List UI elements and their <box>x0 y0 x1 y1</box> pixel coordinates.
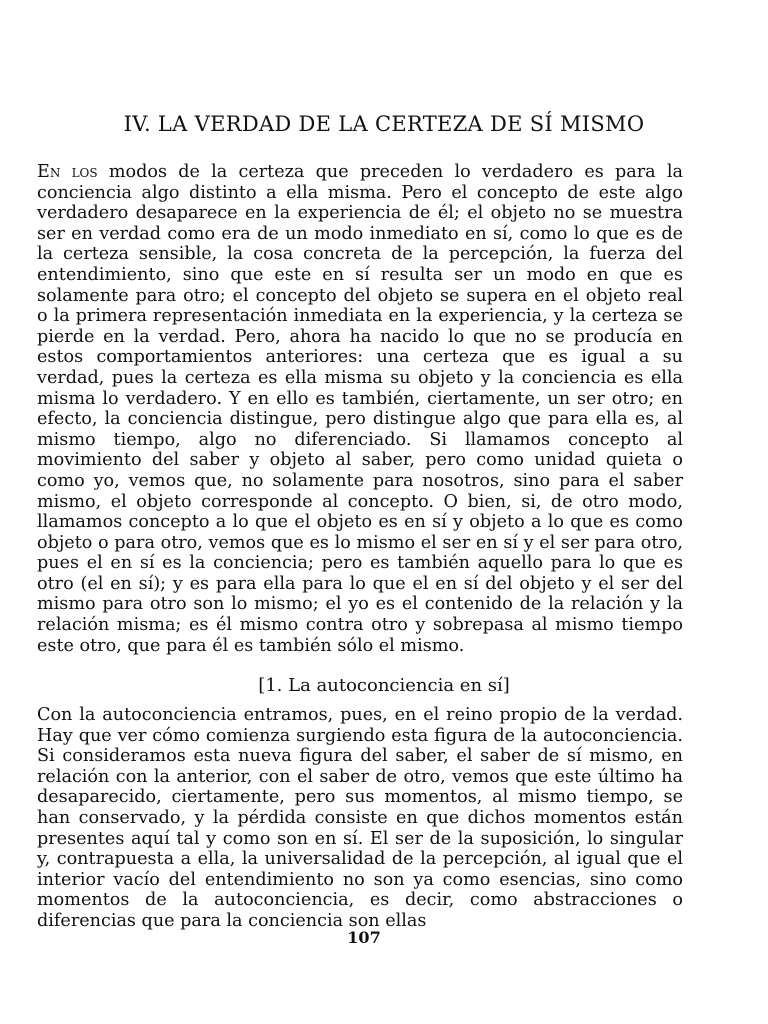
section-heading: [1. La autoconciencia en sí] <box>258 675 510 696</box>
paragraph-1-lead: En los <box>37 162 98 182</box>
paragraph-2: Con la autoconciencia entramos, pues, en el reino propio de la verdad. Hay que ver cómo comienza surgiendo esta figura de la autoconciencia. Si consideramos esta nueva figura del saber, el saber de sí mismo, en relación con la anterior, con el saber de otro, vemos que este último ha desaparecido, ciertamente, pero sus momentos, al mismo tiempo, se han conservado, y la pérdida consiste en que dichos momentos están presentes aquí tal y como son en sí. El ser de la suposición, lo singular y, contrapuesta a ella, la universalidad de la percepción, al igual que el interior vacío del entendimiento no son ya como esencias, sino como momentos de la autoconciencia, es decir, como abstracciones o diferencias que para la conciencia son ellas <box>37 705 683 931</box>
paragraph-1 <box>37 162 683 656</box>
paragraph-1-text: modos de la certeza que preceden lo verdadero es para la conciencia algo distinto a ella misma. Pero el concepto de este algo verdadero desaparece en la experiencia de él; el objeto no se muestra ser en verdad como era de un modo inmediato en sí, como lo que es de la certeza sensible, la cosa concreta de la percepción, la fuerza del entendimiento, sino que este en sí resulta ser un modo en que es solamente para otro; el concepto del objeto se supera en el objeto real o la primera representación inmediata en la experiencia, y la certeza se pierde en la verdad. Pero, ahora ha nacido lo que no se producía en estos comportamientos anteriores: una certeza que es igual a su verdad, pues la certeza es ella misma su objeto y la conciencia es ella misma lo verdadero. Y en ello es también, ciertamente, un ser otro; en efecto, la conciencia distingue, pero distingue algo que para ella es, al mismo tiempo, algo no diferenciado. Si llamamos concepto al movimiento del saber y objeto al saber, pero como unidad quieta o como yo, vemos que, no solamente para nosotros, sino para el saber mismo, el objeto corresponde al concepto. O bien, si, de otro modo, llamamos concepto a lo que el objeto es en sí y objeto a lo que es como objeto o para otro, vemos que es lo mismo el ser en sí y el ser para otro, pues el en sí es la conciencia; pero es también aquello para lo que es otro (el en sí); y es para ella para lo que el en sí del objeto y el ser del mismo para otro son lo mismo; el yo es el contenido de la relación y la relación misma; es él mismo contra otro y sobrepasa al mismo tiempo este otro, que para él es también sólo el mismo. <box>37 162 683 656</box>
page-number: 107 <box>347 928 381 947</box>
chapter-title: IV. LA VERDAD DE LA CERTEZA DE SÍ MISMO <box>123 112 645 136</box>
